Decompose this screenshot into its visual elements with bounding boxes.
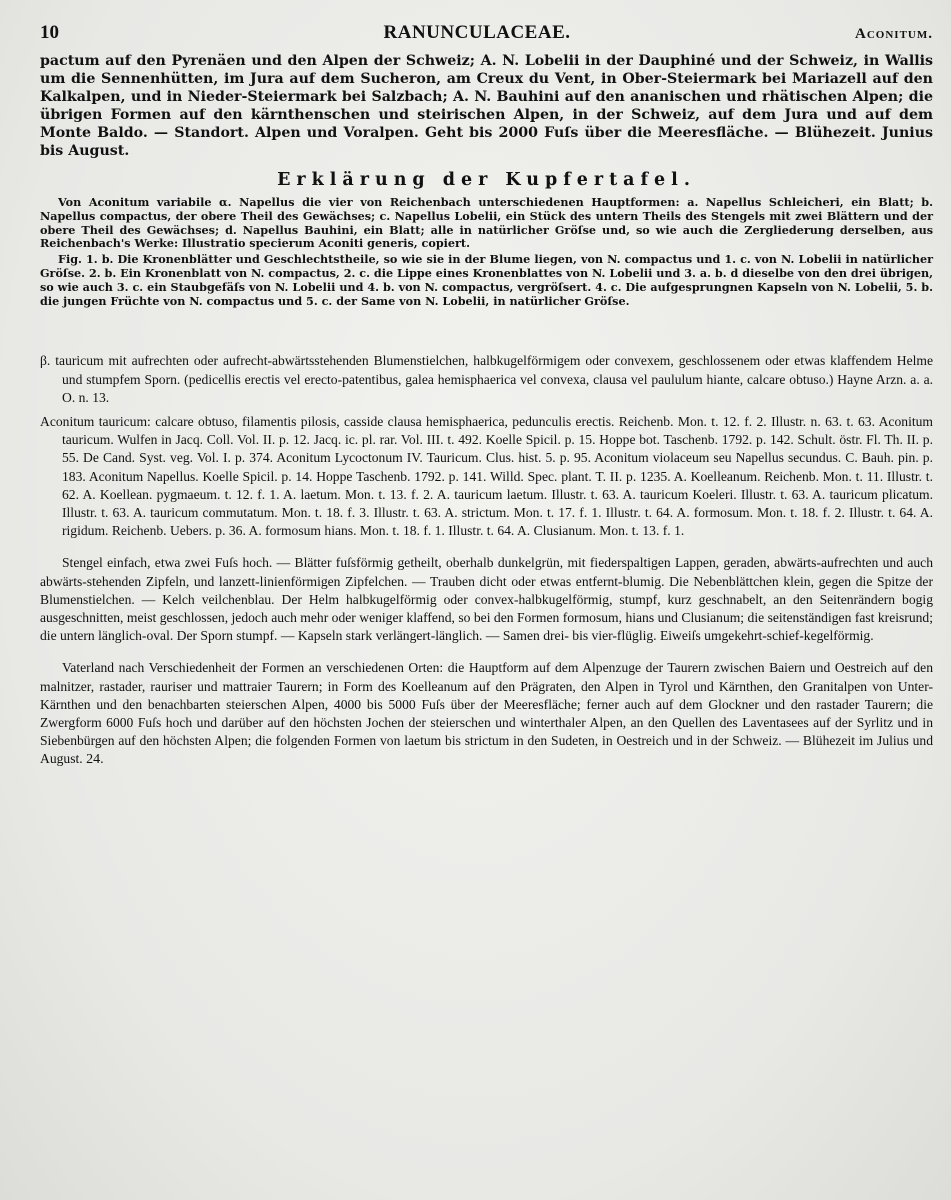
genus-title: Aconitum. bbox=[855, 26, 933, 42]
intro-section bbox=[40, 52, 933, 160]
description-section bbox=[40, 554, 933, 645]
plate-explanation bbox=[40, 170, 933, 308]
tauricum-diagnosis: β. tauricum mit aufrechten oder aufrecht-abwärtsstehenden Blumenstielchen, halbkugelförmigem oder convexem, geschlossenem oder etwas klaffendem Helme und stumpfem Sporn. (pedicellis erectis vel erecto-patentibus, galea hemisphaerica vel convexa, clausa vel paululum hiante, calcare obtuso.) Hayne Arzn. a. a. O. n. 13. bbox=[40, 353, 933, 405]
section-gap bbox=[40, 310, 933, 352]
vaterland-paragraph bbox=[40, 659, 933, 769]
plate-paragraph-2: Fig. 1. b. Die Kronenblätter und Geschlechtstheile, so wie sie in der Blume liegen, von N. compactus und 1. c. von N. Lobelii in natürlicher Gröſse. 2. b. Ein Kronenblatt von N. compactus, 2. c. die Lippe eines Kronenblattes von N. Lobelii und 3. a. b. d dieselbe von den drei übrigen, so wie auch 3. c. ein Staubgefäſs von N. Lobelii und 4. b. von N. compactus, vergröſsert. 4. c. Die aufgesprungnen Kapseln von N. Lobelii, 5. b. die jungen Früchte von N. compactus und 5. c. der Same von N. Lobelii, in natürlicher Gröſse. bbox=[40, 252, 933, 308]
running-header bbox=[40, 22, 933, 52]
plate-paragraph-1: Von Aconitum variabile α. Napellus die vier von Reichenbach unterschiedenen Hauptformen: a. Napellus Schleicheri, ein Blatt; b. Napellus compactus, der obere Theil des Gewächses; c. Napellus Lobelii, ein Stück des untern Theils des Stengels mit zwei Blättern und der obere Theil des Gewächses; d. Napellus Bauhini, ein Blatt; alle in natürlicher Gröſse und, so wie auch die Zergliederung derselben, aus Reichenbach's Werke: Illustratio specierum Aconiti generis, copiert. bbox=[40, 195, 933, 251]
intro-paragraph: pactum auf den Pyrenäen und den Alpen der Schweiz; A. N. Lobelii in der Dauphiné und der Schweiz, in Wallis um die Sennenhütten, im Jura auf dem Sucheron, am Creux du Vent, in Ober-Steiermark bei Mariazell auf den Kalkalpen, und in Nieder-Steiermark bei Salzbach; A. N. Bauhini auf den ananischen und rhätischen Alpen; die übrigen Formen auf den kärnthenschen und steirischen Alpen, in der Schweiz, auf dem Jura und auf dem Monte Baldo. — Standort. Alpen und Voralpen. Geht bis 2000 Fuſs über die Meeresfläche. — Blühezeit. Junius bis August. bbox=[40, 53, 933, 159]
tauricum-section bbox=[40, 352, 933, 540]
handwritten-number: 24. bbox=[86, 752, 104, 768]
family-title: RANUNCULACEAE. bbox=[383, 22, 571, 43]
description-paragraph: Stengel einfach, etwa zwei Fuſs hoch. — Blätter fuſsförmig getheilt, oberhalb dunkelgrün, mit fiederspaltigen Lappen, geraden, abwärts-aufrechten und auch abwärts-stehenden Zipfeln, und lanzett-linienförmigen Zipfelchen. — Trauben dicht oder etwas entfernt-blumig. Die Nebenblättchen klein, gegen die Spitze der Blumenstielchen. — Kelch veilchenblau. Der Helm halbkugelförmig oder convex-halbkugelförmig, stumpf, kurz geschnabelt, an den Seitenrändern bogig ausgeschnitten, meist geschlossen, jedoch auch mehr oder weniger klaffend, so bei den Formen formosum, hians und Clusianum; die seitenständigen fast kreisrund; die untern länglich-oval. Der Sporn stumpf. — Kapseln stark verlängert-länglich. — Samen drei- bis vier-flüglig. Eiweiſs umgekehrt-schief-kegelförmig. bbox=[40, 555, 933, 644]
vaterland-section bbox=[40, 659, 933, 769]
page-number: 10 bbox=[40, 22, 59, 43]
vaterland-text: Vaterland nach Verschiedenheit der Formen an verschiedenen Orten: die Hauptform auf dem Alpenzuge der Taurern zwischen Baiern und Oestreich auf den malnitzer, rastader, rauriser und mattraier Taurern; in Form des Koelleanum auf den Prägraten, den Alpen in Tyrol und Kärnthen, den Granitalpen von Unter-Kärnthen und den benachbarten steierschen Alpen, 4000 bis 5000 Fuſs über der Meeresfläche; ferner auch auf dem Glockner und den rastader Taurern; die Zwergform 6000 Fuſs hoch und darüber auf den höchsten Jochen der steierschen und winterthaler Alpen, an den Quellen des Laventasees auf der Syrlitz und in Siebenbürgen auf den höchsten Alpen; die folgenden Formen von laetum bis strictum in den Sudeten, in Oestreich und in der Schweiz. — Blühezeit im Julius und August. bbox=[40, 660, 933, 767]
tauricum-synonyms: Aconitum tauricum: calcare obtuso, filamentis pilosis, casside clausa hemisphaerica, pedunculis erectis. Reichenb. Mon. t. 12. f. 2. Illustr. n. 63. t. 63. Aconitum tauricum. Wulfen in Jacq. Coll. Vol. II. p. 12. Jacq. ic. pl. rar. Vol. III. t. 492. Koelle Spicil. p. 15. Hoppe bot. Taschenb. 1792. p. 142. Schult. östr. Fl. Th. II. p. 55. De Cand. Syst. veg. Vol. I. p. 374. Aconitum Lycoctonum IV. Tauricum. Clus. hist. 5. p. 95. Aconitum violaceum seu Napellus secundus. C. Bauh. pin. p. 183. Aconitum Napellus. Koelle Spicil. p. 14. Hoppe Taschenb. 1792. p. 141. Willd. Spec. plant. T. II. p. 1235. A. Koelleanum. Reichenb. Mon. t. 11. Illustr. t. 62. A. Koellean. pygmaeum. t. 12. f. 1. A. laetum. Mon. t. 13. f. 2. A. tauricum laetum. Illustr. t. 63. A. tauricum Koeleri. Illustr. t. 63. A. tauricum plicatum. Illustr. t. 63. A. tauricum commutatum. Mon. t. 18. f. 3. Illustr. t. 63. A. strictum. Mon. t. 17. f. 1. Illustr. t. 64. A. formosum. Mon. t. 18. f. 2. Illustr. t. 64. A. rigidum. Reichenb. Uebers. p. 36. A. formosum hians. Mon. t. 18. f. 1. Illustr. t. 64. A. Clusianum. Mon. t. 13. f. 1. bbox=[40, 413, 933, 539]
plate-heading: Erklärung der Kupfertafel. bbox=[277, 170, 696, 190]
